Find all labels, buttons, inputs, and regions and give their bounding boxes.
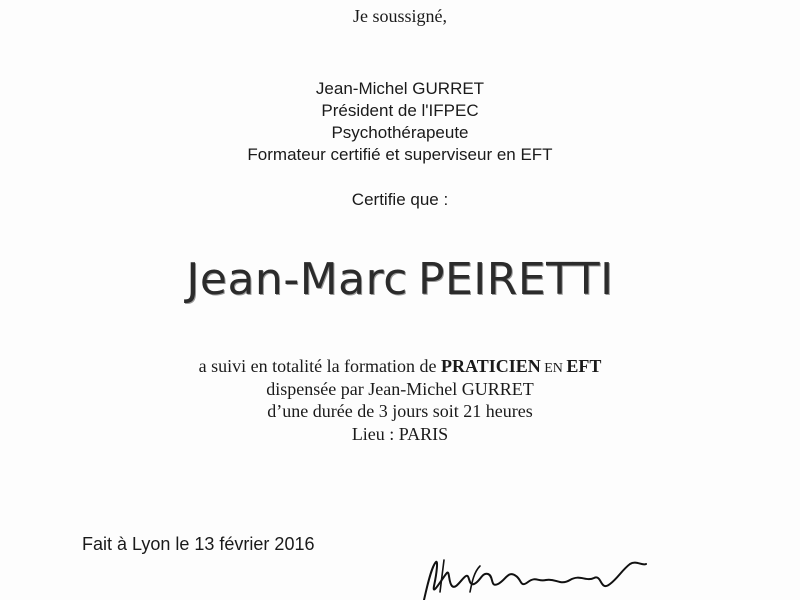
issuer-name: Jean-Michel GURRET: [315, 79, 485, 98]
place-date: Fait à Lyon le 13 février 2016: [82, 534, 315, 554]
issuer-title-president: Président de l'IFPEC: [321, 101, 479, 120]
training-line: [0, 356, 800, 377]
training-title-praticien: PRATICIEN: [441, 356, 541, 376]
issuer-title-psychotherapist: Psychothérapeute: [331, 123, 469, 142]
signature: [410, 552, 670, 600]
trainer-line: dispensée par Jean-Michel GURRET: [266, 379, 534, 399]
certifie-que-text: Certifie que :: [351, 190, 449, 209]
recipient-name: [0, 254, 800, 305]
recipient-first-name: Jean-Marc: [186, 254, 408, 305]
training-title-en: EN: [540, 361, 567, 376]
training-prefix: a suivi en totalité la formation de: [198, 356, 442, 376]
intro-text: Je soussigné,: [353, 6, 447, 26]
location-line: Lieu : PARIS: [351, 424, 449, 444]
duration-line: d’une durée de 3 jours soit 21 heures: [267, 401, 533, 421]
recipient-last-name: PEIRETTI: [417, 254, 614, 305]
issuer-title-trainer: Formateur certifié et superviseur en EFT: [247, 145, 553, 164]
training-title-eft: EFT: [566, 356, 602, 376]
